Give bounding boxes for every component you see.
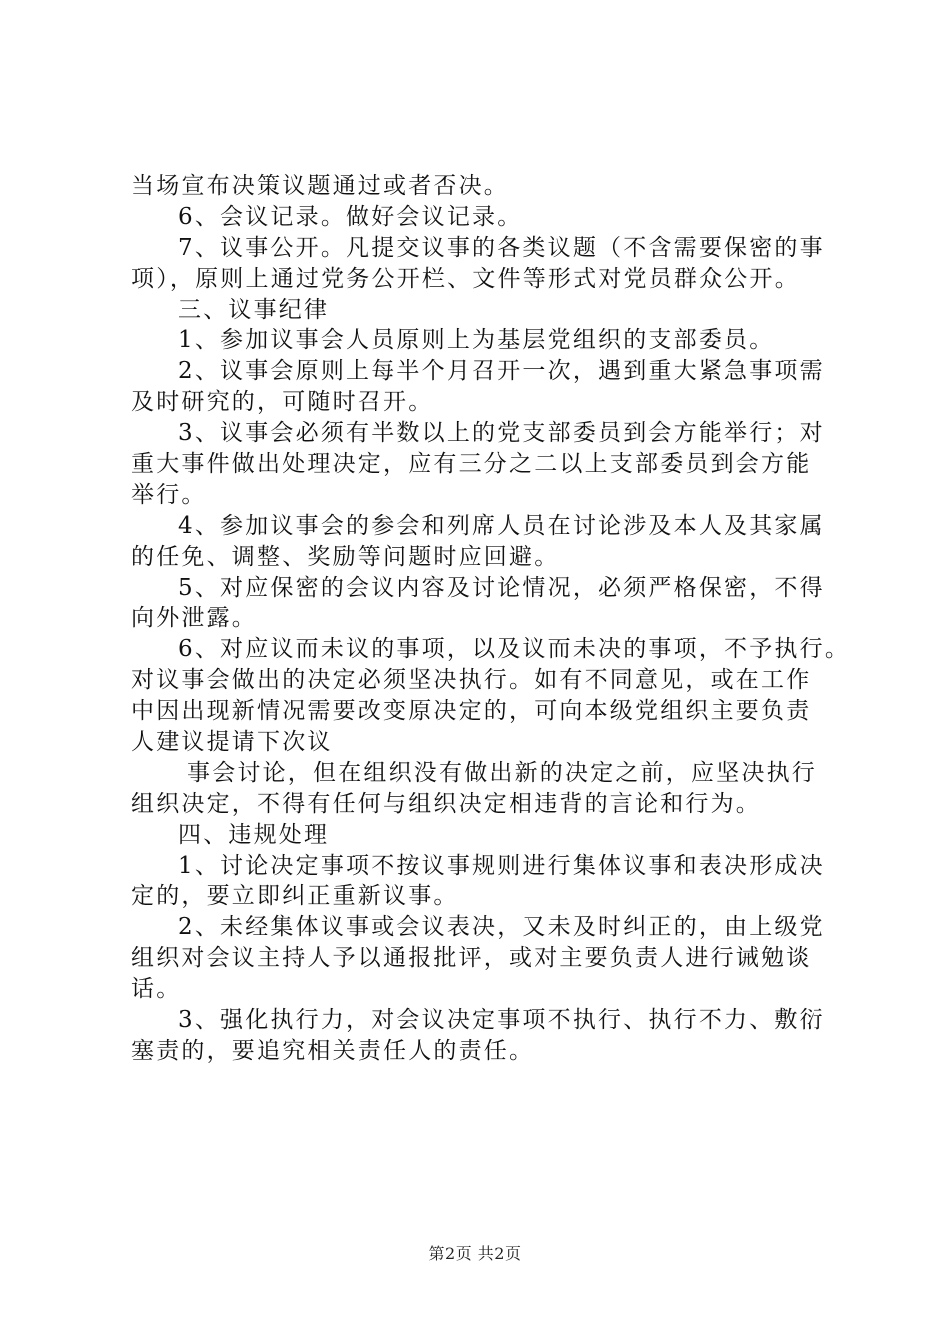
text-line: 组织决定，不得有任何与组织决定相违背的言论和行为。 [131,790,761,817]
text-line: 6、对应议而未议的事项，以及议而未决的事项，不予执行。 [178,636,851,663]
text-line: 及时研究的，可随时召开。 [131,389,434,416]
text-line: 2、未经集体议事或会议表决，又未及时纠正的，由上级党 [178,914,825,941]
document-body [131,171,851,1067]
text-line: 1、参加议事会人员原则上为基层党组织的支部委员。 [178,327,775,354]
text-line: 6、会议记录。做好会议记录。 [178,203,523,230]
text-line: 举行。 [131,481,207,508]
text-line: 3、议事会必须有半数以上的党支部委员到会方能举行；对 [178,420,825,447]
text-line: 向外泄露。 [131,605,257,632]
text-line: 4、参加议事会的参会和列席人员在讨论涉及本人及其家属 [178,512,825,539]
text-line: 组织对会议主持人予以通报批评，或对主要负责人进行诫勉谈 [131,945,812,972]
text-line: 重大事件做出处理决定，应有三分之二以上支部委员到会方能 [131,451,812,478]
text-line: 人建议提请下次议 [131,729,333,756]
text-line: 定的，要立即纠正重新议事。 [131,883,459,910]
page-number: 第2页 共2页 [428,1244,522,1263]
text-line: 事会讨论，但在组织没有做出新的决定之前，应坚决执行 [187,759,817,786]
text-line: 塞责的，要追究相关责任人的责任。 [131,1037,535,1064]
text-line: 中因出现新情况需要改变原决定的，可向本级党组织主要负责 [131,698,812,725]
text-line: 对议事会做出的决定必须坚决执行。如有不同意见，或在工作 [131,667,812,694]
text-line: 1、讨论决定事项不按议事规则进行集体议事和表决形成决 [178,852,825,879]
text-line: 5、对应保密的会议内容及讨论情况，必须严格保密，不得 [178,574,825,601]
text-line: 7、议事公开。凡提交议事的各类议题（不含需要保密的事 [178,234,825,261]
section-heading: 四、违规处理 [178,821,330,848]
text-line: 的任免、调整、奖励等问题时应回避。 [131,543,560,570]
text-line: 项），原则上通过党务公开栏、文件等形式对党员群众公开。 [131,265,800,292]
text-line: 3、强化执行力，对会议决定事项不执行、执行不力、敷衍 [178,1007,825,1034]
text-line: 话。 [131,976,182,1003]
text-line: 当场宣布决策议题通过或者否决。 [131,173,509,199]
section-heading: 三、议事纪律 [178,296,330,323]
text-line: 2、议事会原则上每半个月召开一次，遇到重大紧急事项需 [178,358,825,385]
